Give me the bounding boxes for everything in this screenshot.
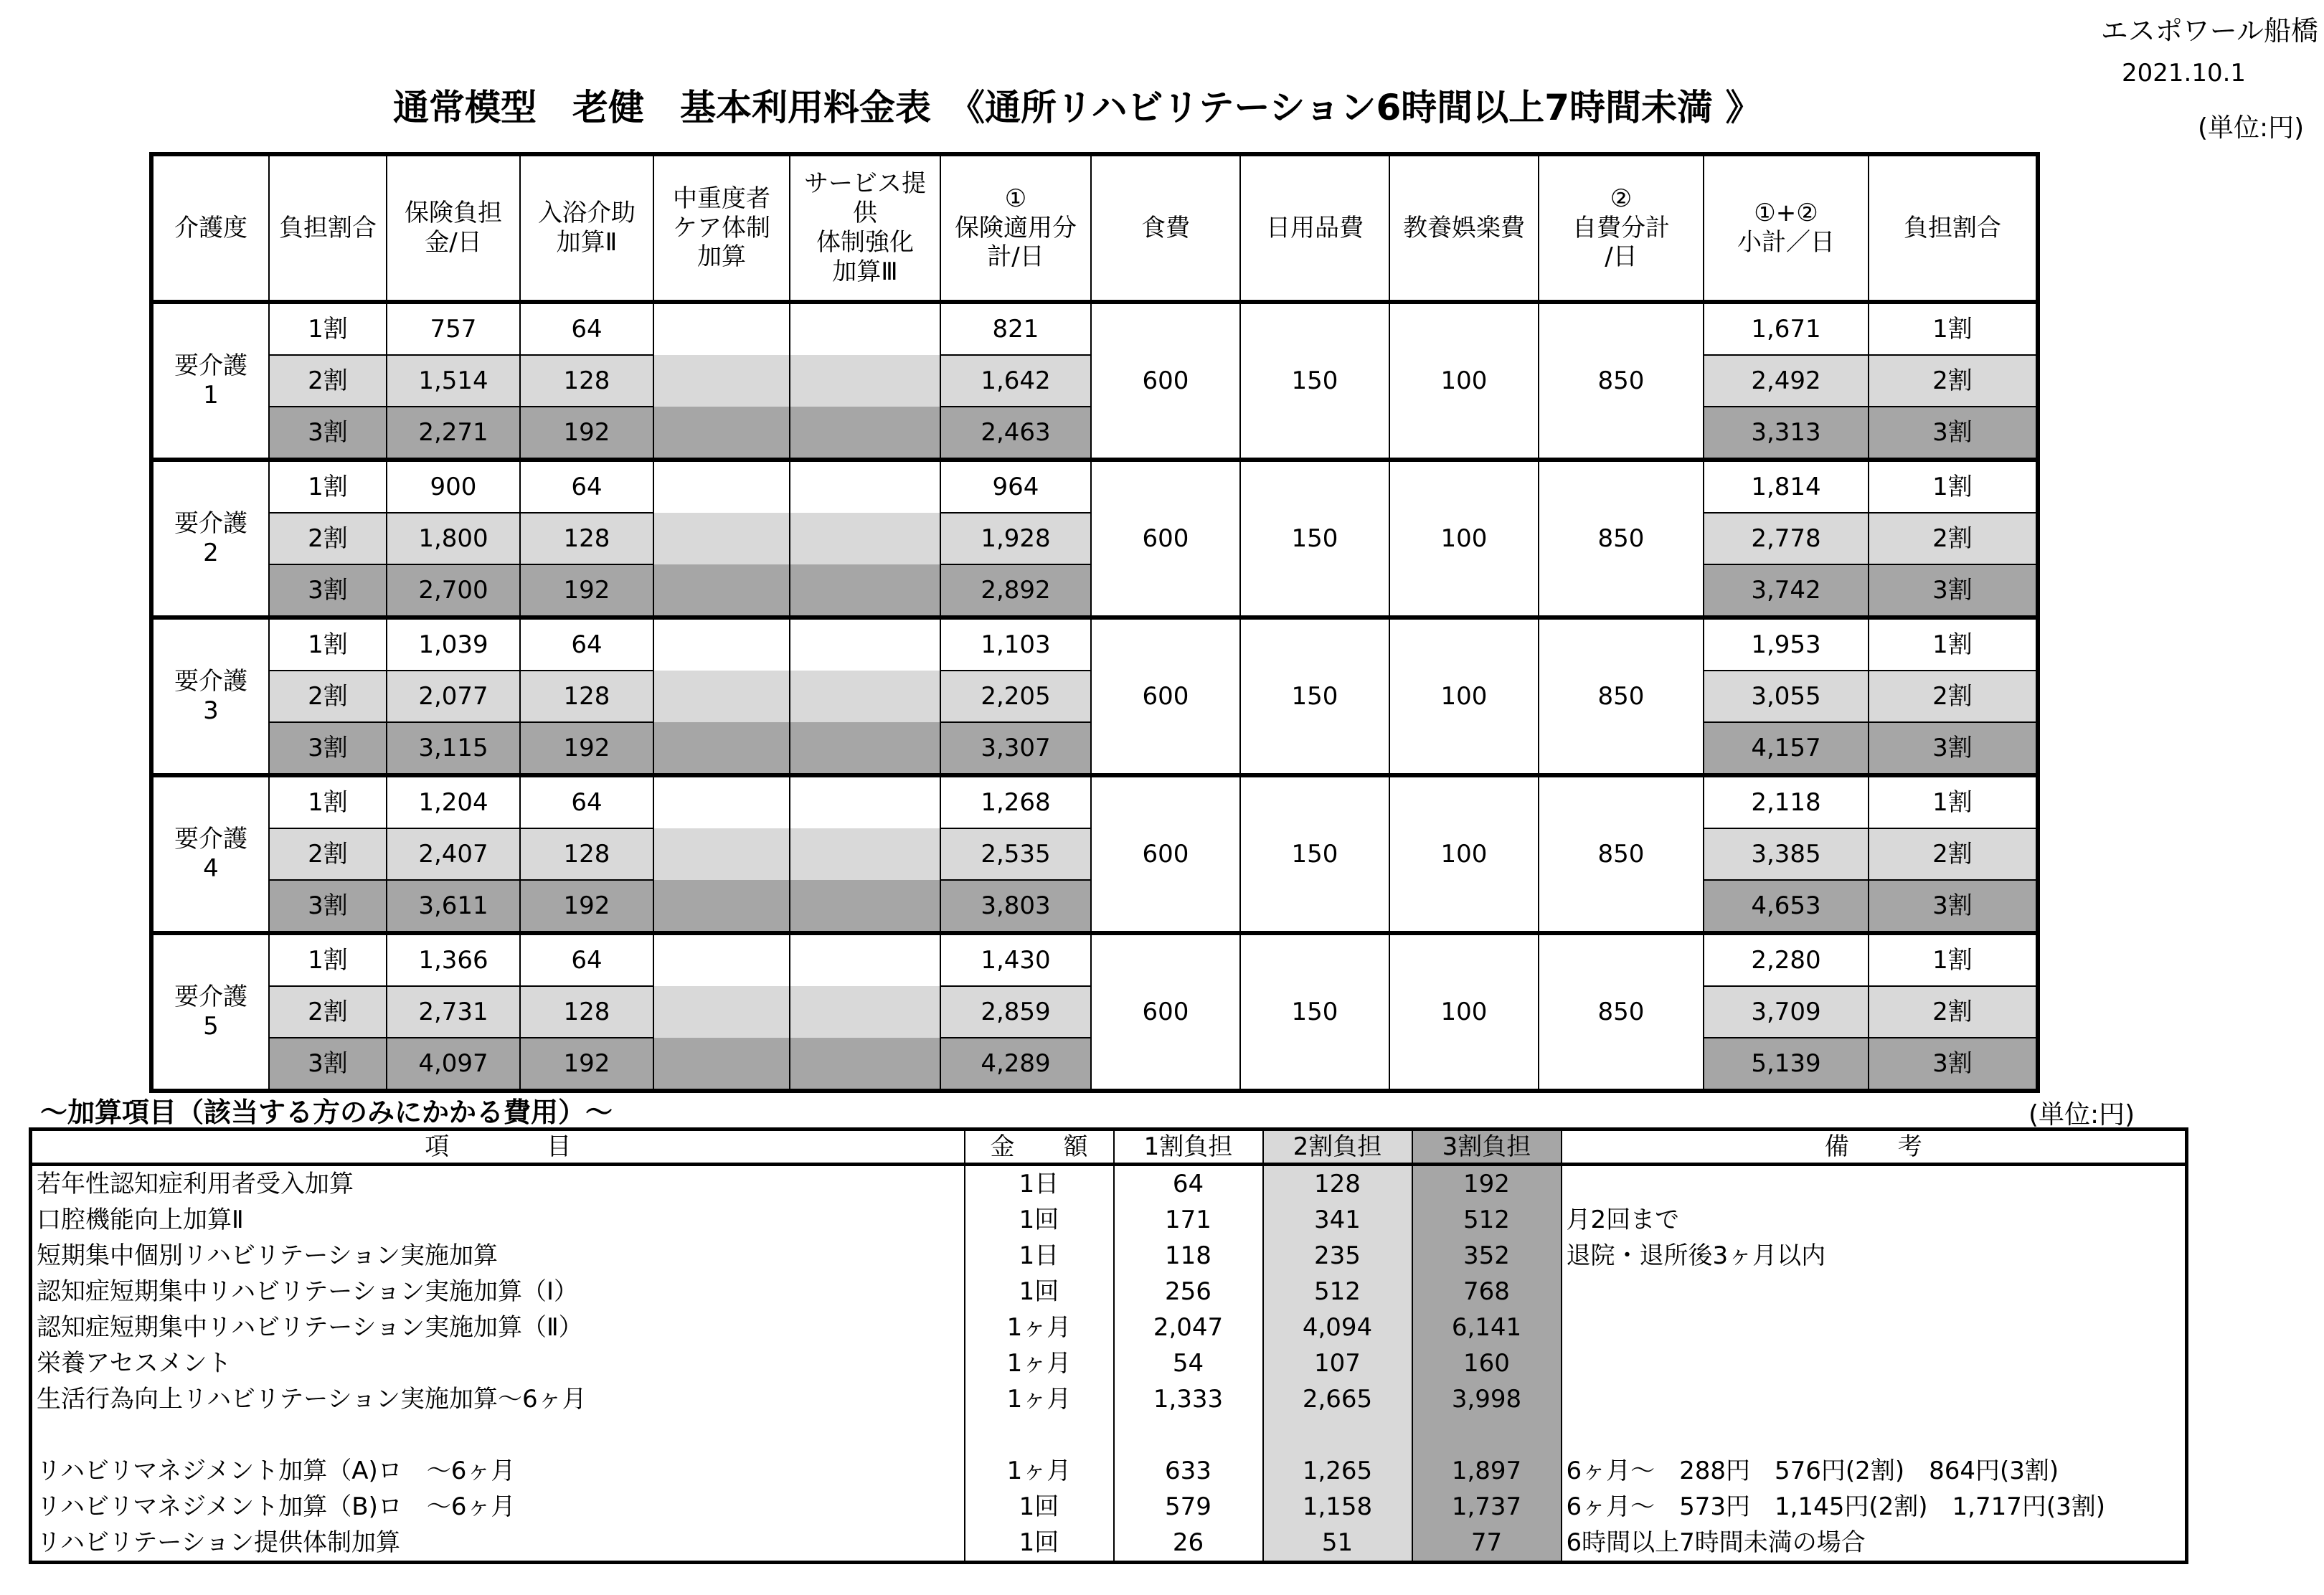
addons-column-header: 備 考 <box>1562 1130 2187 1165</box>
addons-r2-cell: 2,665 <box>1263 1381 1412 1417</box>
insurance-cell: 2,731 <box>387 986 520 1038</box>
addons-r1-cell: 256 <box>1114 1274 1263 1310</box>
column-header-line: 中重度者 <box>673 184 770 213</box>
ratio-right-cell: 3割 <box>1869 407 2038 460</box>
addons-r1-cell: 118 <box>1114 1238 1263 1274</box>
insurance-subtotal-cell: 1,103 <box>940 617 1091 671</box>
addons-item-cell: 短期集中個別リハビリテーション実施加算 <box>37 1241 498 1270</box>
unit-label: (単位:円) <box>2198 113 2305 143</box>
service-system-cell <box>790 986 940 1038</box>
column-header: 日用品費 <box>1240 154 1389 302</box>
addons-amount-cell: 1ヶ月 <box>965 1453 1114 1489</box>
addons-header <box>31 1130 2187 1165</box>
table-row <box>151 775 2038 828</box>
page-title: 通常模型 老健 基本利用料金表 《通所リハビリテーション6時間以上7時間未満 》 <box>393 87 1762 128</box>
bath-cell: 192 <box>520 1038 653 1091</box>
insurance-subtotal-cell: 821 <box>940 302 1091 355</box>
column-header-line: 加算 <box>697 242 746 272</box>
addons-amount-cell: 1ヶ月 <box>965 1345 1114 1381</box>
insurance-subtotal-cell: 2,463 <box>940 407 1091 460</box>
total-cell: 3,709 <box>1704 986 1869 1038</box>
insurance-subtotal-cell: 964 <box>940 460 1091 513</box>
insurance-subtotal-cell: 1,430 <box>940 933 1091 986</box>
insurance-subtotal-cell: 1,268 <box>940 775 1091 828</box>
addons-amount-cell <box>965 1417 1114 1453</box>
table-row <box>151 933 2038 986</box>
addons-column-header: 3割負担 <box>1412 1130 1562 1165</box>
meal-cell: 600 <box>1091 775 1240 933</box>
insurance-cell: 757 <box>387 302 520 355</box>
column-header-line: 保険負担 <box>405 199 502 228</box>
addons-amount-cell: 1回 <box>965 1525 1114 1563</box>
total-cell: 1,671 <box>1704 302 1869 355</box>
addons-amount-cell: 1回 <box>965 1274 1114 1310</box>
care-level-number: 3 <box>203 696 219 725</box>
addons-item-cell: 口腔機能向上加算Ⅱ <box>37 1206 244 1234</box>
column-header <box>790 154 940 302</box>
addons-amount-cell: 1ヶ月 <box>965 1310 1114 1345</box>
addons-note-cell <box>1562 1417 2187 1453</box>
column-header-line: 自費分計 <box>1572 213 1670 242</box>
care-system-cell <box>653 828 790 880</box>
addons-note-cell <box>1562 1381 2187 1417</box>
addons-amount-cell: 1ヶ月 <box>965 1381 1114 1417</box>
column-header <box>653 154 790 302</box>
ratio-right-cell: 1割 <box>1869 933 2038 986</box>
addons-r2-cell: 4,094 <box>1263 1310 1412 1345</box>
addons-row <box>31 1345 2187 1381</box>
daily-cell: 150 <box>1240 460 1389 617</box>
column-header-line: ケア体制 <box>673 213 770 242</box>
insurance-subtotal-cell: 3,803 <box>940 880 1091 933</box>
insurance-cell: 2,407 <box>387 828 520 880</box>
addons-row <box>31 1417 2187 1453</box>
care-system-cell <box>653 302 790 355</box>
ratio-cell: 2割 <box>269 828 387 880</box>
addons-r1-cell: 171 <box>1114 1202 1263 1238</box>
addons-row <box>31 1165 2187 1203</box>
total-cell: 4,653 <box>1704 880 1869 933</box>
addons-column-header: 1割負担 <box>1114 1130 1263 1165</box>
insurance-cell: 1,366 <box>387 933 520 986</box>
care-level-label: 要介護 <box>174 351 247 381</box>
ratio-cell: 3割 <box>269 407 387 460</box>
addons-note-cell <box>1562 1310 2187 1345</box>
total-cell: 3,742 <box>1704 564 1869 617</box>
column-header-line: 小計／日 <box>1737 228 1835 257</box>
ratio-cell: 1割 <box>269 933 387 986</box>
insurance-subtotal-cell: 2,859 <box>940 986 1091 1038</box>
care-level <box>151 775 269 933</box>
addons-row <box>31 1202 2187 1238</box>
column-header-line: ② <box>1610 184 1633 213</box>
addons-r3-cell: 512 <box>1412 1202 1562 1238</box>
addons-note-cell: 6ヶ月～ 573円 1,145円(2割) 1,717円(3割) <box>1562 1489 2187 1525</box>
care-level-label: 要介護 <box>174 983 247 1012</box>
service-system-cell <box>790 513 940 564</box>
insurance-cell: 900 <box>387 460 520 513</box>
service-system-cell <box>790 1038 940 1091</box>
column-header-line: /日 <box>1605 242 1638 272</box>
total-cell: 3,055 <box>1704 671 1869 722</box>
addons-note-cell: 月2回まで <box>1562 1202 2187 1238</box>
insurance-subtotal-cell: 1,642 <box>940 355 1091 407</box>
bath-cell: 64 <box>520 460 653 513</box>
bath-cell: 64 <box>520 933 653 986</box>
column-header <box>1539 154 1704 302</box>
addons-r1-cell: 64 <box>1114 1165 1263 1203</box>
care-level-label: 要介護 <box>174 509 247 539</box>
ratio-right-cell: 2割 <box>1869 671 2038 722</box>
addons-r3-cell: 160 <box>1412 1345 1562 1381</box>
addons-r3-cell: 1,737 <box>1412 1489 1562 1525</box>
addons-r3-cell: 3,998 <box>1412 1381 1562 1417</box>
insurance-cell: 3,611 <box>387 880 520 933</box>
ratio-right-cell: 2割 <box>1869 828 2038 880</box>
column-header-line: ①+② <box>1754 199 1818 228</box>
ratio-right-cell: 3割 <box>1869 880 2038 933</box>
fee-table <box>149 152 2040 1093</box>
table-row <box>151 302 2038 355</box>
care-system-cell <box>653 513 790 564</box>
care-level-number: 2 <box>203 539 219 567</box>
ratio-right-cell: 2割 <box>1869 986 2038 1038</box>
care-level-number: 4 <box>203 854 219 883</box>
addons-note-cell <box>1562 1165 2187 1203</box>
column-header: 負担割合 <box>1869 154 2038 302</box>
addons-r1-cell <box>1114 1417 1263 1453</box>
addons-item-cell: リハビリマネジメント加算（B)ロ ～6ヶ月 <box>37 1492 516 1521</box>
insurance-subtotal-cell: 4,289 <box>940 1038 1091 1091</box>
service-system-cell <box>790 564 940 617</box>
addons-r2-cell: 341 <box>1263 1202 1412 1238</box>
addons-column-header: 項 目 <box>31 1130 965 1165</box>
column-header-line: 供 <box>853 199 877 228</box>
bath-cell: 128 <box>520 355 653 407</box>
bath-cell: 192 <box>520 880 653 933</box>
total-cell: 3,385 <box>1704 828 1869 880</box>
ratio-right-cell: 3割 <box>1869 564 2038 617</box>
addons-note-cell <box>1562 1345 2187 1381</box>
addons-row <box>31 1310 2187 1345</box>
ratio-cell: 2割 <box>269 355 387 407</box>
column-header <box>387 154 520 302</box>
addons-amount-cell: 1日 <box>965 1165 1114 1203</box>
addons-note-cell: 6時間以上7時間未満の場合 <box>1562 1525 2187 1563</box>
service-system-cell <box>790 302 940 355</box>
care-system-cell <box>653 775 790 828</box>
insurance-cell: 1,800 <box>387 513 520 564</box>
addons-r1-cell: 54 <box>1114 1345 1263 1381</box>
care-level-number: 5 <box>203 1012 219 1041</box>
service-system-cell <box>790 460 940 513</box>
addons-note-cell <box>1562 1274 2187 1310</box>
insurance-cell: 1,204 <box>387 775 520 828</box>
addons-r2-cell: 128 <box>1263 1165 1412 1203</box>
insurance-subtotal-cell: 2,205 <box>940 671 1091 722</box>
daily-cell: 150 <box>1240 617 1389 775</box>
care-system-cell <box>653 617 790 671</box>
column-header-line: 加算Ⅱ <box>556 228 618 257</box>
insurance-cell: 2,700 <box>387 564 520 617</box>
care-system-cell <box>653 880 790 933</box>
ratio-cell: 3割 <box>269 880 387 933</box>
care-system-cell <box>653 933 790 986</box>
addons-column-header: 金 額 <box>965 1130 1114 1165</box>
addons-r2-cell: 512 <box>1263 1274 1412 1310</box>
care-system-cell <box>653 355 790 407</box>
column-header: 介護度 <box>151 154 269 302</box>
addons-row <box>31 1238 2187 1274</box>
addons-r3-cell: 352 <box>1412 1238 1562 1274</box>
fee-table-header <box>151 154 2038 302</box>
ratio-right-cell: 1割 <box>1869 775 2038 828</box>
addons-r3-cell: 768 <box>1412 1274 1562 1310</box>
column-header <box>520 154 653 302</box>
bath-cell: 128 <box>520 828 653 880</box>
total-cell: 2,492 <box>1704 355 1869 407</box>
ratio-right-cell: 1割 <box>1869 460 2038 513</box>
ratio-cell: 1割 <box>269 302 387 355</box>
addons-r2-cell: 51 <box>1263 1525 1412 1563</box>
addons-column-header: 2割負担 <box>1263 1130 1412 1165</box>
addons-amount-cell: 1回 <box>965 1202 1114 1238</box>
ratio-cell: 3割 <box>269 722 387 775</box>
meal-cell: 600 <box>1091 460 1240 617</box>
recreation-cell: 100 <box>1389 775 1539 933</box>
care-system-cell <box>653 407 790 460</box>
selfpay-cell: 850 <box>1539 302 1704 460</box>
care-level <box>151 933 269 1091</box>
addons-table <box>29 1127 2188 1564</box>
addons-r2-cell: 1,265 <box>1263 1453 1412 1489</box>
selfpay-cell: 850 <box>1539 933 1704 1091</box>
daily-cell: 150 <box>1240 775 1389 933</box>
ratio-right-cell: 3割 <box>1869 722 2038 775</box>
ratio-cell: 1割 <box>269 460 387 513</box>
care-system-cell <box>653 564 790 617</box>
total-cell: 1,953 <box>1704 617 1869 671</box>
meal-cell: 600 <box>1091 617 1240 775</box>
insurance-cell: 4,097 <box>387 1038 520 1091</box>
addons-r3-cell: 77 <box>1412 1525 1562 1563</box>
addons-item-cell: 栄養アセスメント <box>37 1349 232 1378</box>
ratio-right-cell: 2割 <box>1869 513 2038 564</box>
column-header: 食費 <box>1091 154 1240 302</box>
table-row <box>151 617 2038 671</box>
ratio-right-cell: 2割 <box>1869 355 2038 407</box>
addons-amount-cell: 1日 <box>965 1238 1114 1274</box>
care-system-cell <box>653 722 790 775</box>
daily-cell: 150 <box>1240 933 1389 1091</box>
insurance-cell: 3,115 <box>387 722 520 775</box>
column-header-line: 金/日 <box>425 228 482 257</box>
ratio-cell: 1割 <box>269 775 387 828</box>
addons-row <box>31 1453 2187 1489</box>
column-header-line: 加算Ⅲ <box>832 257 898 286</box>
service-system-cell <box>790 880 940 933</box>
care-level <box>151 617 269 775</box>
selfpay-cell: 850 <box>1539 617 1704 775</box>
total-cell: 1,814 <box>1704 460 1869 513</box>
bath-cell: 64 <box>520 775 653 828</box>
daily-cell: 150 <box>1240 302 1389 460</box>
service-system-cell <box>790 828 940 880</box>
total-cell: 2,778 <box>1704 513 1869 564</box>
insurance-subtotal-cell: 3,307 <box>940 722 1091 775</box>
addons-r3-cell: 192 <box>1412 1165 1562 1203</box>
ratio-right-cell: 3割 <box>1869 1038 2038 1091</box>
addons-r1-cell: 633 <box>1114 1453 1263 1489</box>
service-system-cell <box>790 407 940 460</box>
addons-row <box>31 1381 2187 1417</box>
column-header <box>1704 154 1869 302</box>
addons-item-cell: 認知症短期集中リハビリテーション実施加算（Ⅰ） <box>37 1277 578 1306</box>
addons-r2-cell: 235 <box>1263 1238 1412 1274</box>
addons-note-cell: 6ヶ月～ 288円 576円(2割) 864円(3割) <box>1562 1453 2187 1489</box>
care-system-cell <box>653 671 790 722</box>
column-header: 負担割合 <box>269 154 387 302</box>
column-header <box>940 154 1091 302</box>
column-header: 教養娯楽費 <box>1389 154 1539 302</box>
insurance-cell: 2,271 <box>387 407 520 460</box>
column-header-line: 保険適用分 <box>955 213 1077 242</box>
care-level <box>151 460 269 617</box>
service-system-cell <box>790 671 940 722</box>
service-system-cell <box>790 775 940 828</box>
addons-note-cell: 退院・退所後3ヶ月以内 <box>1562 1238 2187 1274</box>
column-header-line: 入浴介助 <box>538 199 636 228</box>
care-system-cell <box>653 460 790 513</box>
care-system-cell <box>653 986 790 1038</box>
column-header-line: サービス提 <box>804 169 926 199</box>
bath-cell: 128 <box>520 986 653 1038</box>
addons-row <box>31 1525 2187 1563</box>
ratio-cell: 1割 <box>269 617 387 671</box>
care-level-label: 要介護 <box>174 667 247 696</box>
addons-item-cell: リハビリマネジメント加算（A)ロ ～6ヶ月 <box>37 1457 516 1485</box>
ratio-cell: 3割 <box>269 1038 387 1091</box>
insurance-cell: 1,039 <box>387 617 520 671</box>
recreation-cell: 100 <box>1389 302 1539 460</box>
addons-item-cell: リハビリテーション提供体制加算 <box>37 1528 400 1557</box>
recreation-cell: 100 <box>1389 460 1539 617</box>
insurance-cell: 2,077 <box>387 671 520 722</box>
addons-r2-cell: 1,158 <box>1263 1489 1412 1525</box>
ratio-cell: 2割 <box>269 513 387 564</box>
addons-amount-cell: 1回 <box>965 1489 1114 1525</box>
addons-r1-cell: 1,333 <box>1114 1381 1263 1417</box>
care-level-label: 要介護 <box>174 825 247 854</box>
addons-item-cell: 生活行為向上リハビリテーション実施加算～6ヶ月 <box>37 1385 587 1414</box>
bath-cell: 192 <box>520 722 653 775</box>
selfpay-cell: 850 <box>1539 775 1704 933</box>
addons-r2-cell <box>1263 1417 1412 1453</box>
addons-unit-label: (単位:円) <box>2028 1100 2135 1130</box>
care-level-number: 1 <box>203 381 219 410</box>
addons-item-cell: 認知症短期集中リハビリテーション実施加算（Ⅱ） <box>37 1313 583 1342</box>
meal-cell: 600 <box>1091 302 1240 460</box>
insurance-cell: 1,514 <box>387 355 520 407</box>
addons-r1-cell: 26 <box>1114 1525 1263 1563</box>
organization-name: エスポワール船橋 <box>2100 15 2318 47</box>
addons-r3-cell: 6,141 <box>1412 1310 1562 1345</box>
column-header-line: 体制強化 <box>816 228 914 257</box>
selfpay-cell: 850 <box>1539 460 1704 617</box>
addons-r2-cell: 107 <box>1263 1345 1412 1381</box>
ratio-cell: 2割 <box>269 986 387 1038</box>
total-cell: 2,280 <box>1704 933 1869 986</box>
bath-cell: 192 <box>520 564 653 617</box>
insurance-subtotal-cell: 2,892 <box>940 564 1091 617</box>
bath-cell: 128 <box>520 671 653 722</box>
service-system-cell <box>790 617 940 671</box>
addons-r3-cell <box>1412 1417 1562 1453</box>
recreation-cell: 100 <box>1389 933 1539 1091</box>
service-system-cell <box>790 355 940 407</box>
meal-cell: 600 <box>1091 933 1240 1091</box>
insurance-subtotal-cell: 1,928 <box>940 513 1091 564</box>
ratio-cell: 3割 <box>269 564 387 617</box>
addons-r1-cell: 2,047 <box>1114 1310 1263 1345</box>
addons-item-cell <box>31 1417 965 1453</box>
column-header-line: ① <box>1004 184 1027 213</box>
ratio-cell: 2割 <box>269 671 387 722</box>
document-date: 2021.10.1 <box>2122 59 2247 87</box>
addons-title: ～加算項目（該当する方のみにかかる費用）～ <box>40 1097 613 1128</box>
addons-r3-cell: 1,897 <box>1412 1453 1562 1489</box>
total-cell: 3,313 <box>1704 407 1869 460</box>
bath-cell: 64 <box>520 617 653 671</box>
addons-item-cell: 若年性認知症利用者受入加算 <box>37 1170 354 1198</box>
bath-cell: 128 <box>520 513 653 564</box>
table-row <box>151 460 2038 513</box>
ratio-right-cell: 1割 <box>1869 617 2038 671</box>
addons-row <box>31 1489 2187 1525</box>
column-header-line: 計/日 <box>987 242 1044 272</box>
insurance-subtotal-cell: 2,535 <box>940 828 1091 880</box>
addons-row <box>31 1274 2187 1310</box>
care-level <box>151 302 269 460</box>
bath-cell: 64 <box>520 302 653 355</box>
total-cell: 5,139 <box>1704 1038 1869 1091</box>
care-system-cell <box>653 1038 790 1091</box>
total-cell: 4,157 <box>1704 722 1869 775</box>
recreation-cell: 100 <box>1389 617 1539 775</box>
total-cell: 2,118 <box>1704 775 1869 828</box>
addons-r1-cell: 579 <box>1114 1489 1263 1525</box>
service-system-cell <box>790 722 940 775</box>
bath-cell: 192 <box>520 407 653 460</box>
service-system-cell <box>790 933 940 986</box>
ratio-right-cell: 1割 <box>1869 302 2038 355</box>
